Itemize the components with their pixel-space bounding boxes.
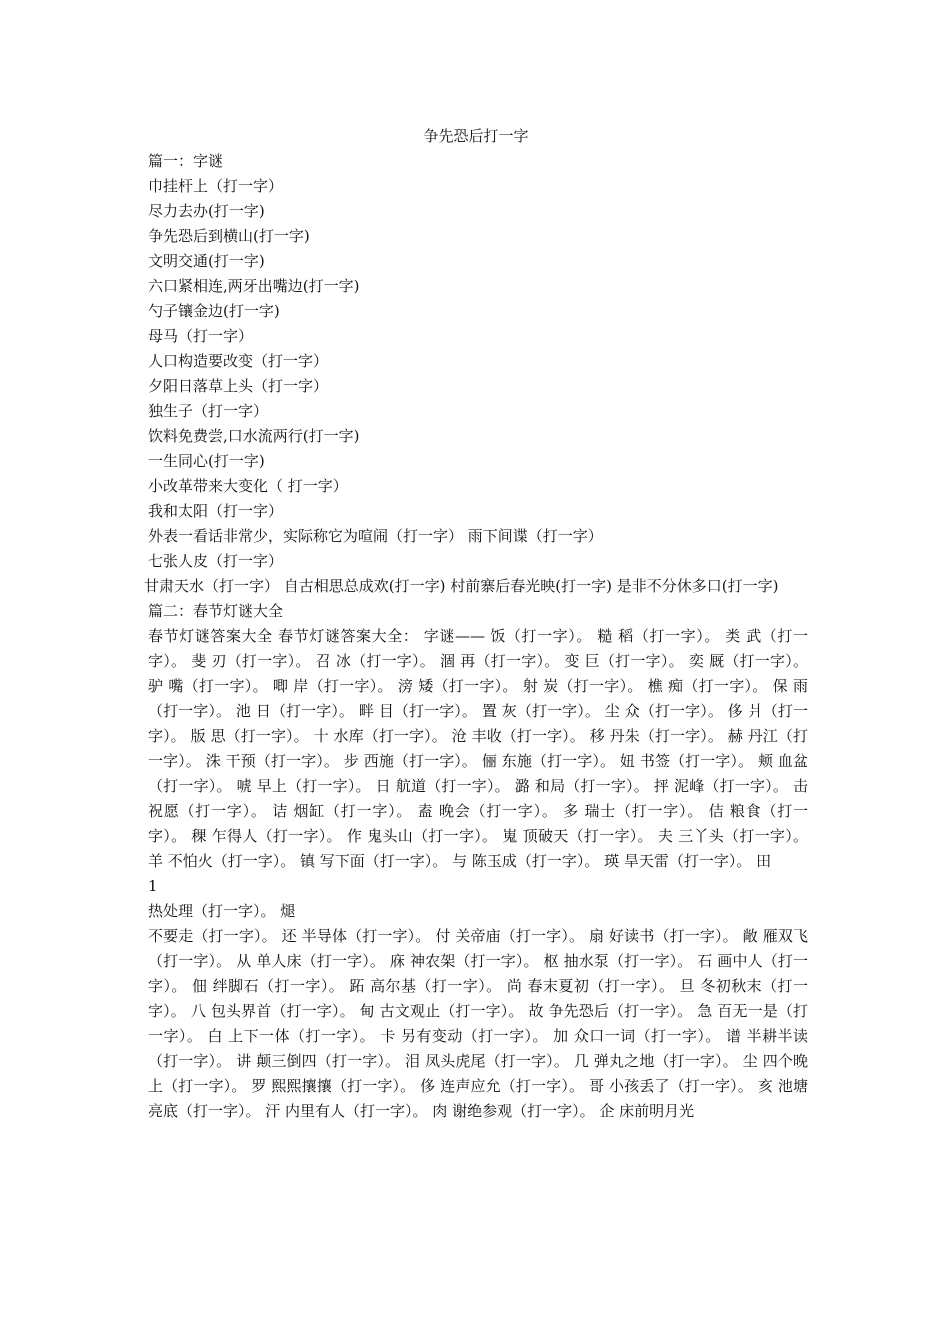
riddle-line: 夕阳日落草上头（打一字） (148, 377, 329, 395)
riddle-line: 小改革带来大变化（ 打一字） (148, 477, 348, 495)
riddle-line: 我和太阳（打一字） (148, 502, 284, 520)
riddle-paragraph: 甘肃天水（打一字） 自古相思总成欢(打一字) 村前寨后春光映(打一字) 是非不分休多口(打一字) (144, 577, 779, 595)
riddle-line: 文明交通(打一字) (148, 252, 265, 270)
riddle-line: 人口构造要改变（打一字） (148, 352, 329, 370)
section-heading-2: 篇二：春节灯谜大全 (148, 602, 284, 620)
riddle-paragraph: 不要走（打一字）。 还 半导体（打一字）。 付 关帝庙（打一字）。 扇 好读书（打一字）。 敞 雁双飞（打一字）。 从 单人床（打一字）。 庥 神农架（打一字）。 枢 抽水泵（打一字）。 石 画中人（打一字）。 佃 绊脚石（打一字）。 跖 高尔基（打一字）。 尚 春末夏初（打一字）。 旦 冬初秋末（打一字）。 八 包头界首（打一字）。 甸 古文观止（打一字）。 故 争先恐后（打一字）。 急 百无一是（打一字）。 白 上下一体（打一字）。 卡 另有变动（打一字）。 加 众口一词（打一字）。 谱 半耕半读（打一字）。 讲 颠三倒四（打一字）。 泪 凤头虎尾（打一字）。 几 弹丸之地（打一字）。 尘 四个晚上（打一字）。 罗 熙熙攘攘（打一字）。 侈 连声应允（打一字）。 哥 小孩丢了（打一字）。 亥 池塘亮底（打一字）。 汗 内里有人（打一字）。 肉 谢绝参观（打一字）。 企 床前明月光 (148, 927, 808, 1120)
section-heading-1: 篇一：字谜 (148, 152, 224, 170)
riddle-paragraph: 春节灯谜答案大全 春节灯谜答案大全： 字谜—— 饭（打一字）。 糙 稻（打一字）。 类 武（打一字）。 斐 刃（打一字）。 召 冰（打一字）。 涸 再（打一字）。 变 巨（打一字）。 奕 厩（打一字）。 驴 嘴（打一字）。 唧 岸（打一字）。 滂 矮（打一字）。 射 炭（打一字）。 樵 痴（打一字）。 保 雨（打一字）。 池 日（打一字）。 畔 目（打一字）。 置 灰（打一字）。 尘 众（打一字）。 侈 爿（打一字）。 版 思（打一字）。 十 水库（打一字）。 沧 丰收（打一字）。 移 丹朱（打一字）。 赫 丹江（打一字）。 洙 干预（打一字）。 步 西施（打一字）。 俪 东施（打一字）。 妞 书签（打一字）。 颊 血盆（打一字）。 唬 早上（打一字）。 日 航道（打一字）。 潞 和局（打一字）。 抨 泥峰（打一字）。 击 祝愿（打一字）。 诘 烟缸（打一字）。 盍 晚会（打一字）。 多 瑞士（打一字）。 佶 粮食（打一字）。 稞 乍得人（打一字）。 作 鬼头山（打一字）。 嵬 顶破天（打一字）。 夫 三丫头（打一字）。 羊 不怕火（打一字）。 镇 写下面（打一字）。 与 陈玉成（打一字）。 瑛 旱天雷（打一字）。 田 (148, 627, 808, 870)
riddle-line: 独生子（打一字） (148, 402, 269, 420)
riddle-list-1 (144, 174, 808, 574)
riddle-line: 热处理（打一字）。 煺 (148, 902, 296, 920)
page-number: 1 (148, 877, 158, 895)
document-body (144, 124, 808, 1124)
riddle-line: 六口紧相连,两牙出嘴边(打一字) (148, 277, 360, 295)
riddle-line: 一生同心(打一字) (148, 452, 265, 470)
riddle-line: 争先恐后到横山(打一字) (148, 227, 310, 245)
riddle-line: 母马（打一字） (148, 327, 254, 345)
riddle-line: 勺子镶金边(打一字) (148, 302, 280, 320)
riddle-line: 尽力去办(打一字) (148, 202, 265, 220)
riddle-line: 巾挂杆上（打一字） (148, 177, 284, 195)
riddle-line: 饮料免费尝,口水流两行(打一字) (148, 427, 360, 445)
document-title: 争先恐后打一字 (423, 127, 529, 145)
riddle-line: 七张人皮（打一字） (148, 552, 284, 570)
riddle-line: 外表一看话非常少，实际称它为喧闹（打一字） 雨下间谍（打一字） (148, 527, 603, 545)
